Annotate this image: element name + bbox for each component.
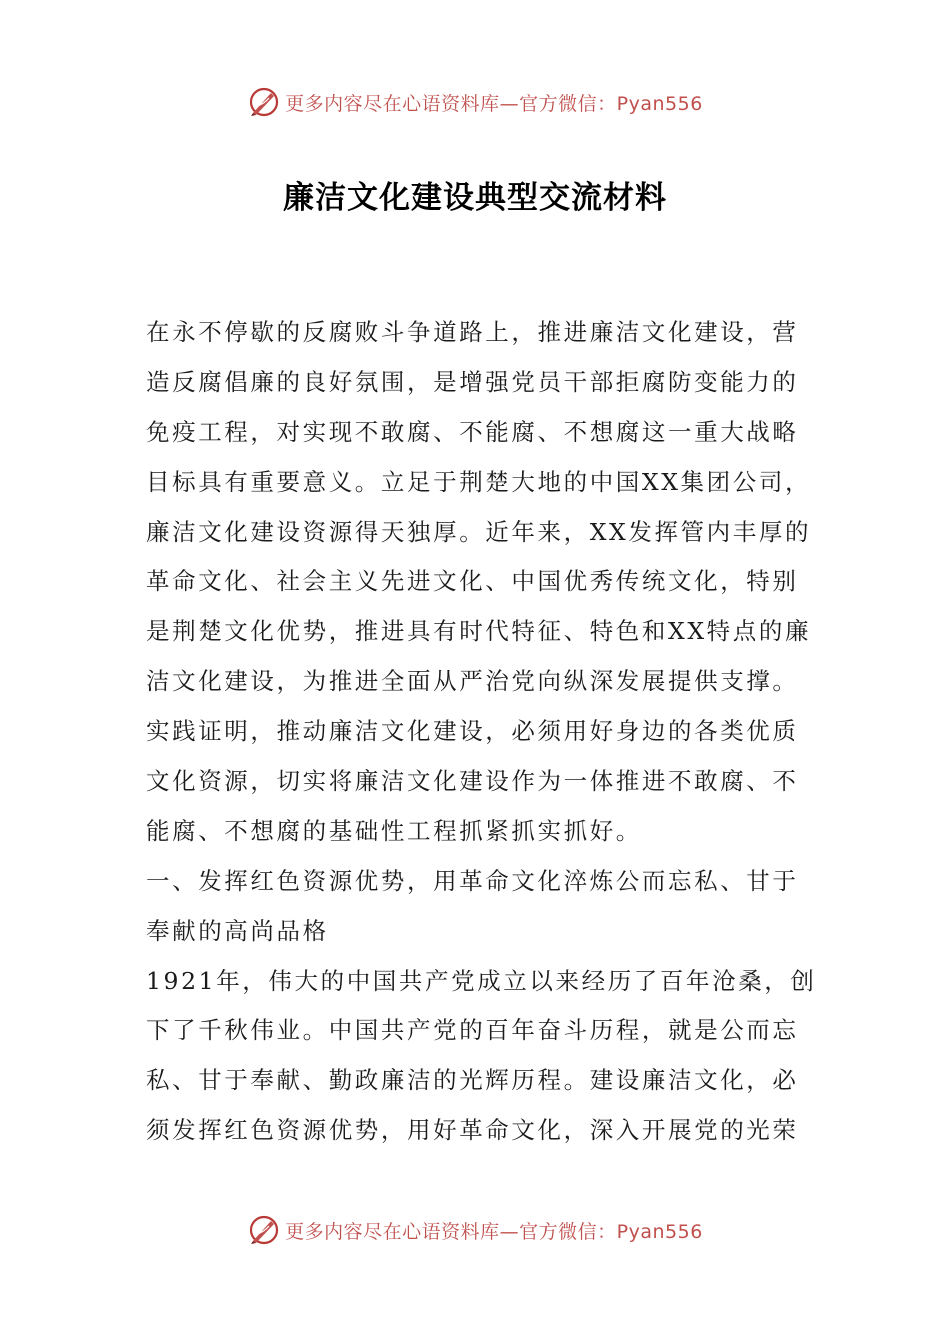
text-line: 私、甘于奉献、勤政廉洁的光辉历程。建设廉洁文化，必 xyxy=(146,1066,799,1095)
text-line: 在永不停歇的反腐败斗争道路上，推进廉洁文化建设，营 xyxy=(146,318,799,346)
text-line: 实践证明，推动廉洁文化建设，必须用好身边的各类优质 xyxy=(146,717,799,746)
pen-logo-icon xyxy=(247,1213,281,1247)
header-watermark xyxy=(0,82,950,122)
section-heading-line: 一、发挥红色资源优势，用革命文化淬炼公而忘私、甘于 xyxy=(146,866,799,895)
text-line: 下了千秋伟业。中国共产党的百年奋斗历程，就是公而忘 xyxy=(146,1016,799,1045)
text-line: 洁文化建设，为推进全面从严治党向纵深发展提供支撑。 xyxy=(146,667,799,696)
text-line: 免疫工程，对实现不敢腐、不能腐、不想腐这一重大战略 xyxy=(146,417,799,446)
document-title: 廉洁文化建设典型交流材料 xyxy=(283,180,667,216)
text-line: 革命文化、社会主义先进文化、中国优秀传统文化，特别 xyxy=(146,567,799,596)
text-line: 1921年，伟大的中国共产党成立以来经历了百年沧桑，创 xyxy=(146,966,817,995)
document-body xyxy=(146,308,817,1156)
text-line: 目标具有重要意义。立足于荆楚大地的中国XX集团公司， xyxy=(146,467,812,496)
text-line: 是荆楚文化优势，推进具有时代特征、特色和XX特点的廉 xyxy=(146,617,812,646)
text-line: 廉洁文化建设资源得天独厚。近年来，XX发挥管内丰厚的 xyxy=(146,517,812,546)
text-line: 造反腐倡廉的良好氛围，是增强党员干部拒腐防变能力的 xyxy=(146,367,799,396)
watermark-text: 更多内容尽在心语资料库—官方微信：Pyan556 xyxy=(285,92,703,115)
pen-logo-icon xyxy=(247,85,281,119)
text-line: 须发挥红色资源优势，用好革命文化，深入开展党的光荣 xyxy=(146,1116,799,1145)
text-line: 能腐、不想腐的基础性工程抓紧抓实抓好。 xyxy=(146,816,642,845)
watermark-text: 更多内容尽在心语资料库—官方微信：Pyan556 xyxy=(285,1220,703,1243)
footer-watermark xyxy=(0,1210,950,1250)
text-line: 文化资源，切实将廉洁文化建设作为一体推进不敢腐、不 xyxy=(146,767,799,796)
section-heading-line: 奉献的高尚品格 xyxy=(146,916,329,945)
